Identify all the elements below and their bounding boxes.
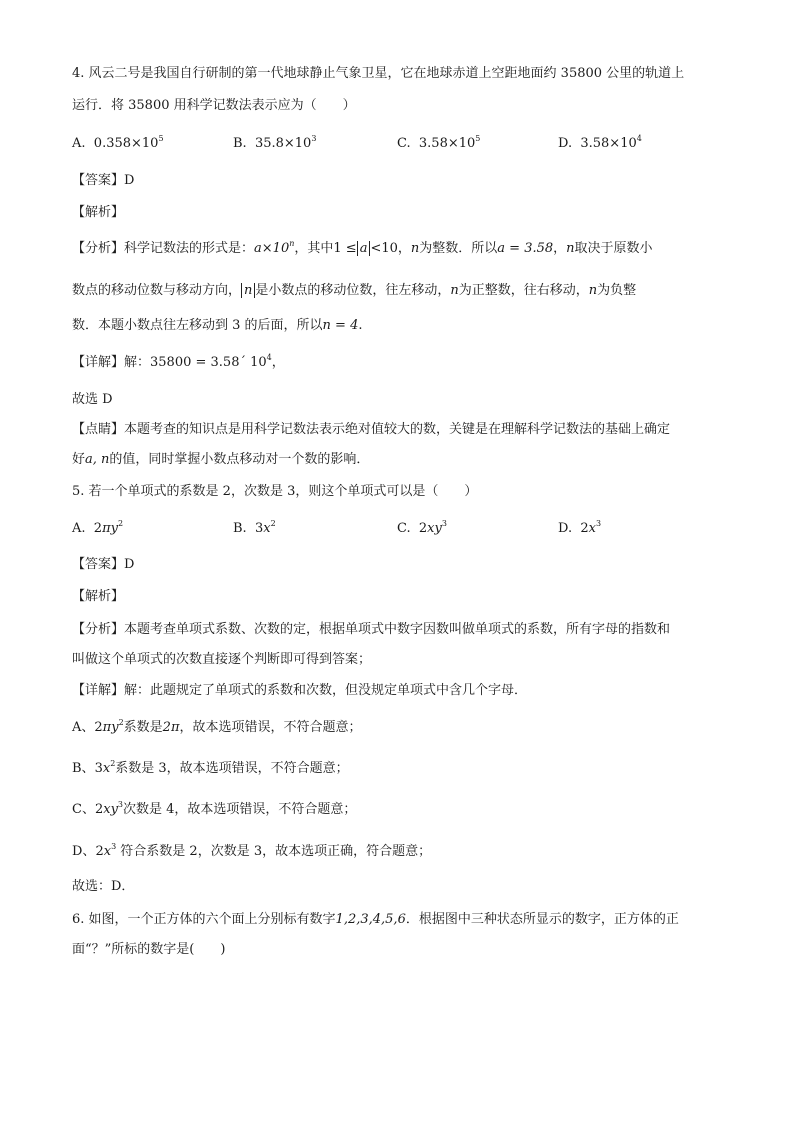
q4-option-b[interactable] <box>233 134 316 154</box>
option-letter: B. <box>233 136 247 151</box>
option-letter: C. <box>397 521 411 536</box>
math-var: x <box>102 761 111 776</box>
math-exponent: 2 <box>110 759 116 768</box>
item-prefix: D、 <box>72 844 96 859</box>
option-exponent: 3 <box>595 519 602 528</box>
text: ， <box>271 355 285 370</box>
math-coef: 2 <box>94 720 103 735</box>
q4-fenxi-line2 <box>72 281 636 301</box>
text: 为负整 <box>597 283 637 298</box>
text: ， <box>553 241 567 256</box>
item-prefix: C、 <box>72 802 95 817</box>
item-prefix: B、 <box>72 761 95 776</box>
answer-label: 【答案】 <box>72 173 125 188</box>
q4-fenxi-line1 <box>72 239 653 259</box>
formula: a×10 <box>254 241 290 256</box>
q4-analysis-label: 【解析】 <box>72 205 125 220</box>
math-var: n <box>450 283 459 298</box>
q5-option-c[interactable] <box>397 519 447 539</box>
math-var: n <box>588 283 598 298</box>
q6-stem-line1 <box>72 910 679 930</box>
math-coef: 3 <box>94 761 103 776</box>
option-exponent: 5 <box>158 134 164 143</box>
math-var: πy <box>102 720 119 735</box>
option-coef: 2 <box>580 521 589 536</box>
option-var: x <box>263 521 271 536</box>
option-var: πy <box>102 521 118 536</box>
text: 符合系数是 2，次数是 3，故本选项正确，符合题意； <box>116 844 432 859</box>
math-coef: 2 <box>94 802 104 817</box>
q4-detail <box>72 353 285 373</box>
option-letter: D. <box>558 136 573 151</box>
text: 次数是 4，故本选项错误，不符合题意； <box>123 802 357 817</box>
text: 本题考查的知识点是用科学记数法表示绝对值较大的数，关键是在理解科学记数法的基础上确定 <box>124 422 671 437</box>
detail-label: 【详解】 <box>72 683 125 698</box>
text: 数点的移动位数与移动方向， <box>72 283 242 298</box>
abs-bars <box>357 241 371 256</box>
q4-stem-line2: 运行．将 35800 用科学记数法表示应为（ ） <box>72 98 356 113</box>
option-letter: A. <box>72 521 86 536</box>
q5-detail <box>72 681 527 701</box>
option-exponent: 5 <box>475 134 481 143</box>
answer-value: D <box>124 557 135 572</box>
q5-fenxi-line2: 叫做这个单项式的次数直接逐个判断即可得到答案； <box>72 652 372 667</box>
q5-answer <box>72 555 134 575</box>
text: ．根据图中三种状态所显示的数字，正方体的正 <box>405 912 679 927</box>
math-coef: 2 <box>95 844 104 859</box>
fenxi-label: 【分析】 <box>72 622 125 637</box>
abs-bars <box>241 283 255 298</box>
dianjing-label: 【点睛】 <box>72 422 125 437</box>
option-value: 0.358×10 <box>93 136 159 151</box>
option-coef: 2 <box>418 521 428 536</box>
math-var: x <box>103 844 112 859</box>
text: 6. 如图，一个正方体的六个面上分别标有数字 <box>72 912 336 927</box>
math-exponent: 2 <box>118 718 124 727</box>
option-exponent: 2 <box>117 519 124 528</box>
option-exponent: 2 <box>270 519 276 528</box>
text: 解：此题规定了单项式的系数和次数，但没规定单项式中含几个字母． <box>124 683 528 698</box>
q6-stem-line2: 面“？”所标的数字是( ) <box>72 942 226 957</box>
text: . <box>358 318 363 333</box>
text: 科学记数法的形式是： <box>124 241 255 256</box>
formula-exponent: n <box>289 239 295 248</box>
option-exponent: 3 <box>311 134 317 143</box>
text: 是小数点的移动位数，往左移动， <box>255 283 451 298</box>
math: 1 ≤ <box>333 241 357 256</box>
text: 好 <box>72 452 86 467</box>
text: 数．本题小数点往左移动到 3 的后面，所以 <box>72 318 323 333</box>
q4-dianjing-line2 <box>72 450 369 470</box>
detail-label: 【详解】 <box>72 355 125 370</box>
math: <10， <box>370 241 411 256</box>
option-var: xy <box>427 521 442 536</box>
q5-option-b[interactable] <box>233 519 276 539</box>
math-var: a <box>359 241 368 256</box>
q5-option-a[interactable] <box>72 519 123 539</box>
q5-stem: 5. 若一个单项式的系数是 2，次数是 3，则这个单项式可以是（ ） <box>72 484 478 499</box>
q5-choose: 故选：D． <box>72 879 135 894</box>
answer-value: D <box>124 173 135 188</box>
text: 本题考查单项式系数、次数的定，根据单项式中数字因数叫做单项式的系数，所有字母的指数和 <box>124 622 671 637</box>
option-letter: B. <box>233 521 247 536</box>
q4-stem-line1: 4. 风云二号是我国自行研制的第一代地球静止气象卫星，它在地球赤道上空距地面约 35800 公里的轨道上 <box>72 66 685 81</box>
option-value: 3.58×10 <box>580 136 637 151</box>
math-exponent: 3 <box>117 800 124 809</box>
q4-fenxi-line3 <box>72 316 363 336</box>
text: 为整数．所以 <box>419 241 498 256</box>
option-coef: 3 <box>254 521 264 536</box>
option-exponent: 3 <box>441 519 447 528</box>
q4-dianjing-line1 <box>72 420 670 440</box>
item-prefix: A、 <box>72 720 95 735</box>
math-vars: a, n <box>85 452 110 467</box>
math-eq: a = 3.58 <box>497 241 554 256</box>
math-numbers: 1,2,3,4,5,6 <box>335 912 406 927</box>
math-var: n <box>410 241 420 256</box>
option-value: 3.58×10 <box>418 136 476 151</box>
fenxi-label: 【分析】 <box>72 241 125 256</box>
text: ，其中 <box>294 241 334 256</box>
q4-option-c[interactable] <box>397 134 480 154</box>
q5-item-d <box>72 842 431 862</box>
math-var: xy <box>103 802 118 817</box>
option-var: x <box>588 521 596 536</box>
option-exponent: 4 <box>636 134 642 143</box>
text: 取决于原数小 <box>574 241 653 256</box>
q5-fenxi-line1 <box>72 620 670 640</box>
math-eq: n = 4 <box>322 318 359 333</box>
math-var: n <box>244 283 253 298</box>
text: 解：35800 = 3.58´ 10 <box>124 355 267 370</box>
option-letter: A. <box>72 136 86 151</box>
math-value: 2π <box>162 720 180 735</box>
q5-item-a <box>72 718 362 738</box>
q4-option-a[interactable] <box>72 134 164 154</box>
math-exponent: 3 <box>111 842 117 851</box>
text: 系数是 3，故本选项错误，不符合题意； <box>115 761 349 776</box>
q4-choose: 故选 D <box>72 392 113 407</box>
option-coef: 2 <box>93 521 103 536</box>
q5-item-b <box>72 759 349 779</box>
q4-option-d[interactable] <box>558 134 642 154</box>
text: 系数是 <box>123 720 163 735</box>
option-letter: C. <box>397 136 411 151</box>
option-value: 35.8×10 <box>254 136 312 151</box>
q5-option-d[interactable] <box>558 519 601 539</box>
option-letter: D. <box>558 521 573 536</box>
q5-analysis-label: 【解析】 <box>72 589 125 604</box>
answer-label: 【答案】 <box>72 557 125 572</box>
q4-answer <box>72 171 134 191</box>
q5-item-c <box>72 800 356 820</box>
text: 的值，同时掌握小数点移动对一个数的影响． <box>109 452 370 467</box>
exponent: 4 <box>266 353 272 362</box>
text: ，故本选项错误，不符合题意； <box>179 720 362 735</box>
math-var: n <box>566 241 575 256</box>
text: 为正整数，往右移动， <box>458 283 589 298</box>
